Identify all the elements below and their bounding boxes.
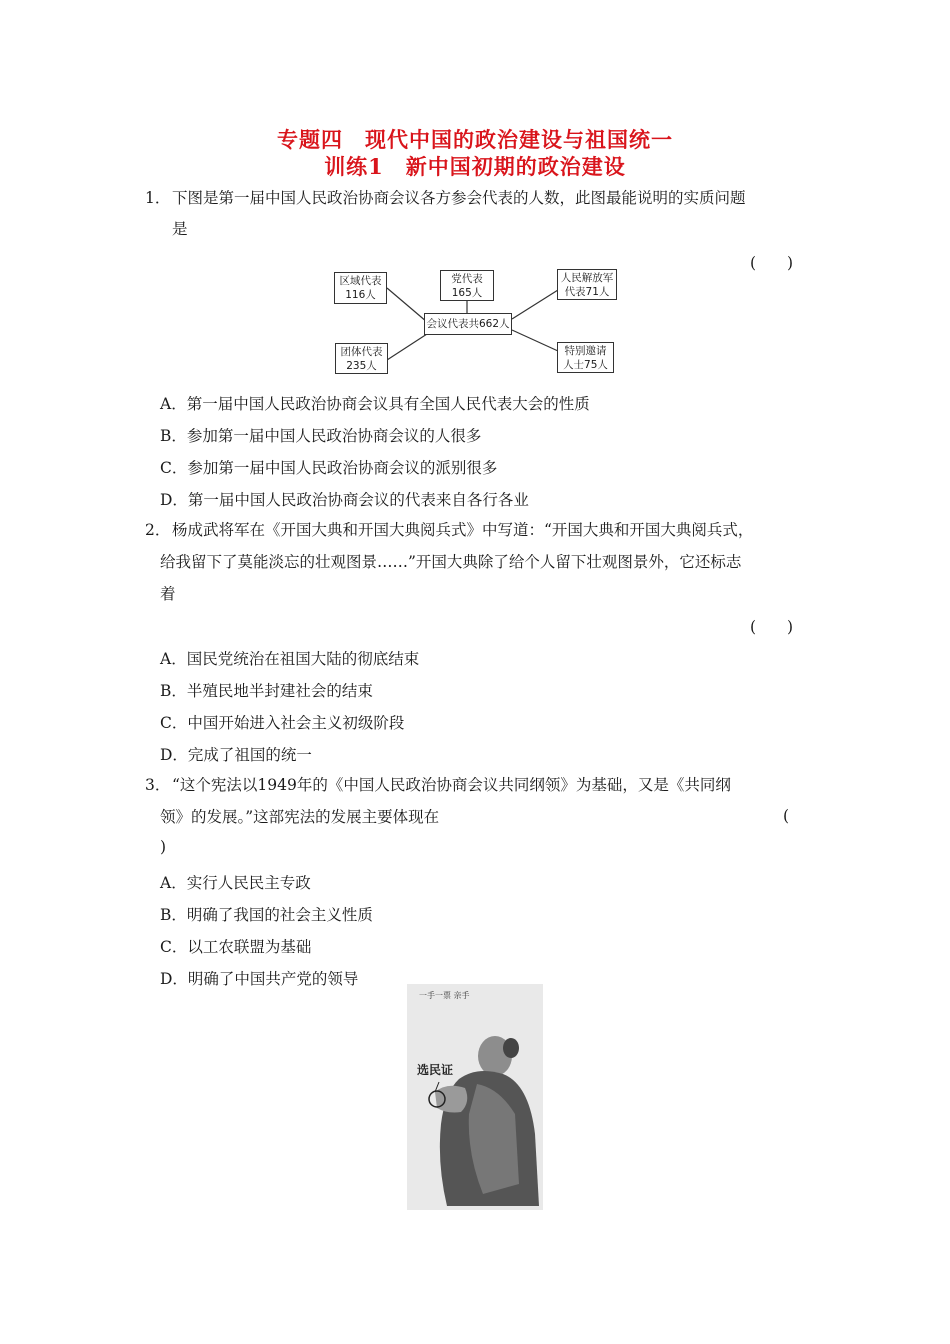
question-2-stem-line2: 给我留下了莫能淡忘的壮观图景……”开国大典除了给个人留下壮观图景外，它还标志 <box>160 553 742 571</box>
connector-line <box>512 330 558 351</box>
connector-line <box>387 288 427 322</box>
question-1-stem-line2: 是 <box>172 220 188 238</box>
voter-card-label: 选民证 <box>417 1063 454 1077</box>
node-special-invitees: 特别邀请 人士75人 <box>557 342 614 373</box>
question-2-stem-line1: 杨成武将军在《开国大典和开国大典阅兵式》中写道：“开国大典和开国大典阅兵式， <box>172 521 754 539</box>
node-group-delegates: 团体代表 235人 <box>335 343 388 374</box>
question-3-number: 3． <box>145 776 171 794</box>
option-a: A．第一届中国人民政治协商会议具有全国人民代表大会的性质 <box>160 395 590 413</box>
option-d: D．完成了祖国的统一 <box>160 746 312 764</box>
question-1-stem-line1: 下图是第一届中国人民政治协商会议各方参会代表的人数，此图最能说明的实质问题 <box>172 189 746 207</box>
diagram-connectors <box>0 0 950 400</box>
node-total-delegates: 会议代表共662人 <box>424 313 512 335</box>
option-c: C．参加第一届中国人民政治协商会议的派别很多 <box>160 459 498 477</box>
answer-bracket: ( ) <box>750 618 794 636</box>
question-3-stem-line2: 领》的发展。”这部宪法的发展主要体现在 <box>160 808 440 826</box>
poster-caption: 一手一票 亲手 <box>419 991 470 1000</box>
option-d: D．明确了中国共产党的领导 <box>160 970 359 988</box>
connector-line <box>387 334 427 360</box>
node-party-delegates: 党代表 165人 <box>440 270 494 301</box>
answer-bracket-open: ( <box>783 807 790 825</box>
option-a: A．实行人民民主专政 <box>160 874 311 892</box>
option-b: B．参加第一届中国人民政治协商会议的人很多 <box>160 427 482 445</box>
page-title: 专题四 现代中国的政治建设与祖国统一 <box>277 127 673 152</box>
page-subtitle: 训练1 新中国初期的政治建设 <box>324 154 626 179</box>
question-1-number: 1． <box>145 189 171 207</box>
option-c: C．中国开始进入社会主义初级阶段 <box>160 714 405 732</box>
option-d: D．第一届中国人民政治协商会议的代表来自各行各业 <box>160 491 529 509</box>
option-b: B．半殖民地半封建社会的结束 <box>160 682 373 700</box>
woman-figure-drawing <box>407 984 543 1210</box>
node-regional-delegates: 区域代表 116人 <box>334 272 387 304</box>
node-pla-delegates: 人民解放军 代表71人 <box>557 269 617 300</box>
figure-hands <box>435 1086 467 1113</box>
voter-card-illustration <box>407 984 543 1210</box>
connector-line <box>512 290 558 319</box>
option-a: A．国民党统治在祖国大陆的彻底结束 <box>160 650 420 668</box>
answer-bracket-close: ) <box>160 838 167 856</box>
option-c: C．以工农联盟为基础 <box>160 938 312 956</box>
question-3-stem-line1: “这个宪法以1949年的《中国人民政治协商会议共同纲领》为基础，又是《共同纲 <box>172 776 731 794</box>
option-b: B．明确了我国的社会主义性质 <box>160 906 373 924</box>
question-2-number: 2． <box>145 521 171 539</box>
answer-bracket: ( ) <box>750 254 794 272</box>
question-2-stem-line3: 着 <box>160 585 176 603</box>
